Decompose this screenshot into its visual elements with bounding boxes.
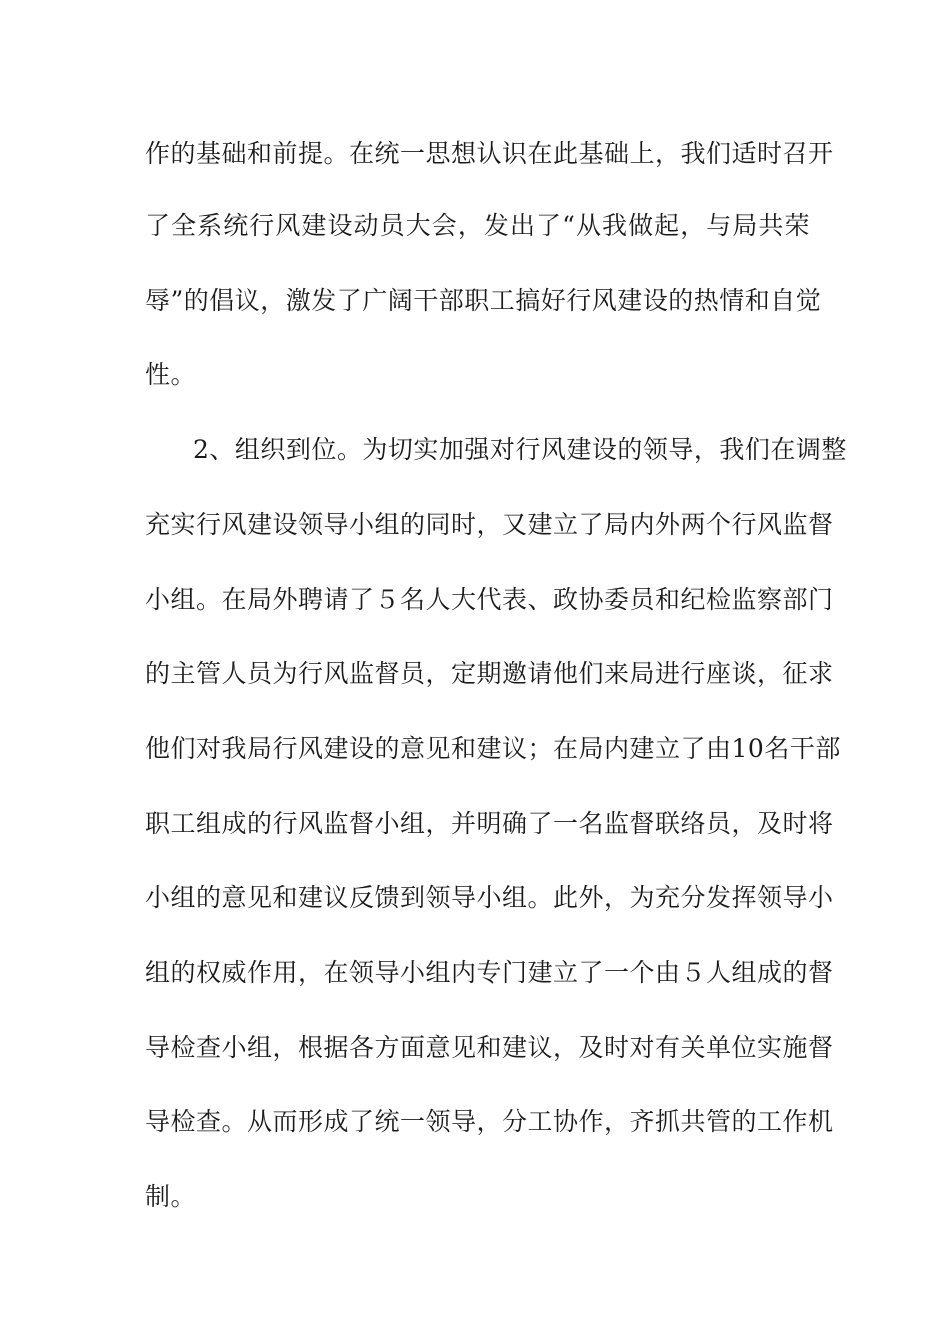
paragraph-line: 充实行风建设领导小组的同时，又建立了局内外两个行风监督: [145, 510, 834, 539]
paragraph-line: 了全系统行风建设动员大会，发出了“从我做起，与局共荣: [145, 211, 810, 240]
paragraph-line: 作的基础和前提。在统一思想认识在此基础上，我们适时召开: [145, 139, 834, 168]
paragraph-line: 的主管人员为行风监督员，定期邀请他们来局进行座谈，征求: [145, 659, 834, 688]
paragraph-line: 他们对我局行风建设的意见和建议；在局内建立了由10名干部: [145, 734, 841, 763]
paragraph-line: 性。: [145, 360, 197, 389]
paragraph-line: 导检查小组，根据各方面意见和建议，及时对有关单位实施督: [145, 1033, 834, 1062]
paragraph-line: 辱”的倡议，激发了广阔干部职工搞好行风建设的热情和自觉: [145, 286, 822, 315]
paragraph-line: 小组。在局外聘请了５名人大代表、政协委员和纪检监察部门: [145, 585, 834, 614]
paragraph-line: 制。: [145, 1182, 197, 1211]
paragraph-line: 职工组成的行风监督小组，并明确了一名监督联络员，及时将: [145, 809, 834, 838]
paragraph-line: 2、组织到位。为切实加强对行风建设的领导，我们在调整: [193, 435, 847, 464]
paragraph-line: 组的权威作用，在领导小组内专门建立了一个由５人组成的督: [145, 958, 834, 987]
paragraph-line: 小组的意见和建议反馈到领导小组。此外，为充分发挥领导小: [145, 883, 834, 912]
paragraph-line: 导检查。从而形成了统一领导，分工协作，齐抓共管的工作机: [145, 1107, 834, 1136]
